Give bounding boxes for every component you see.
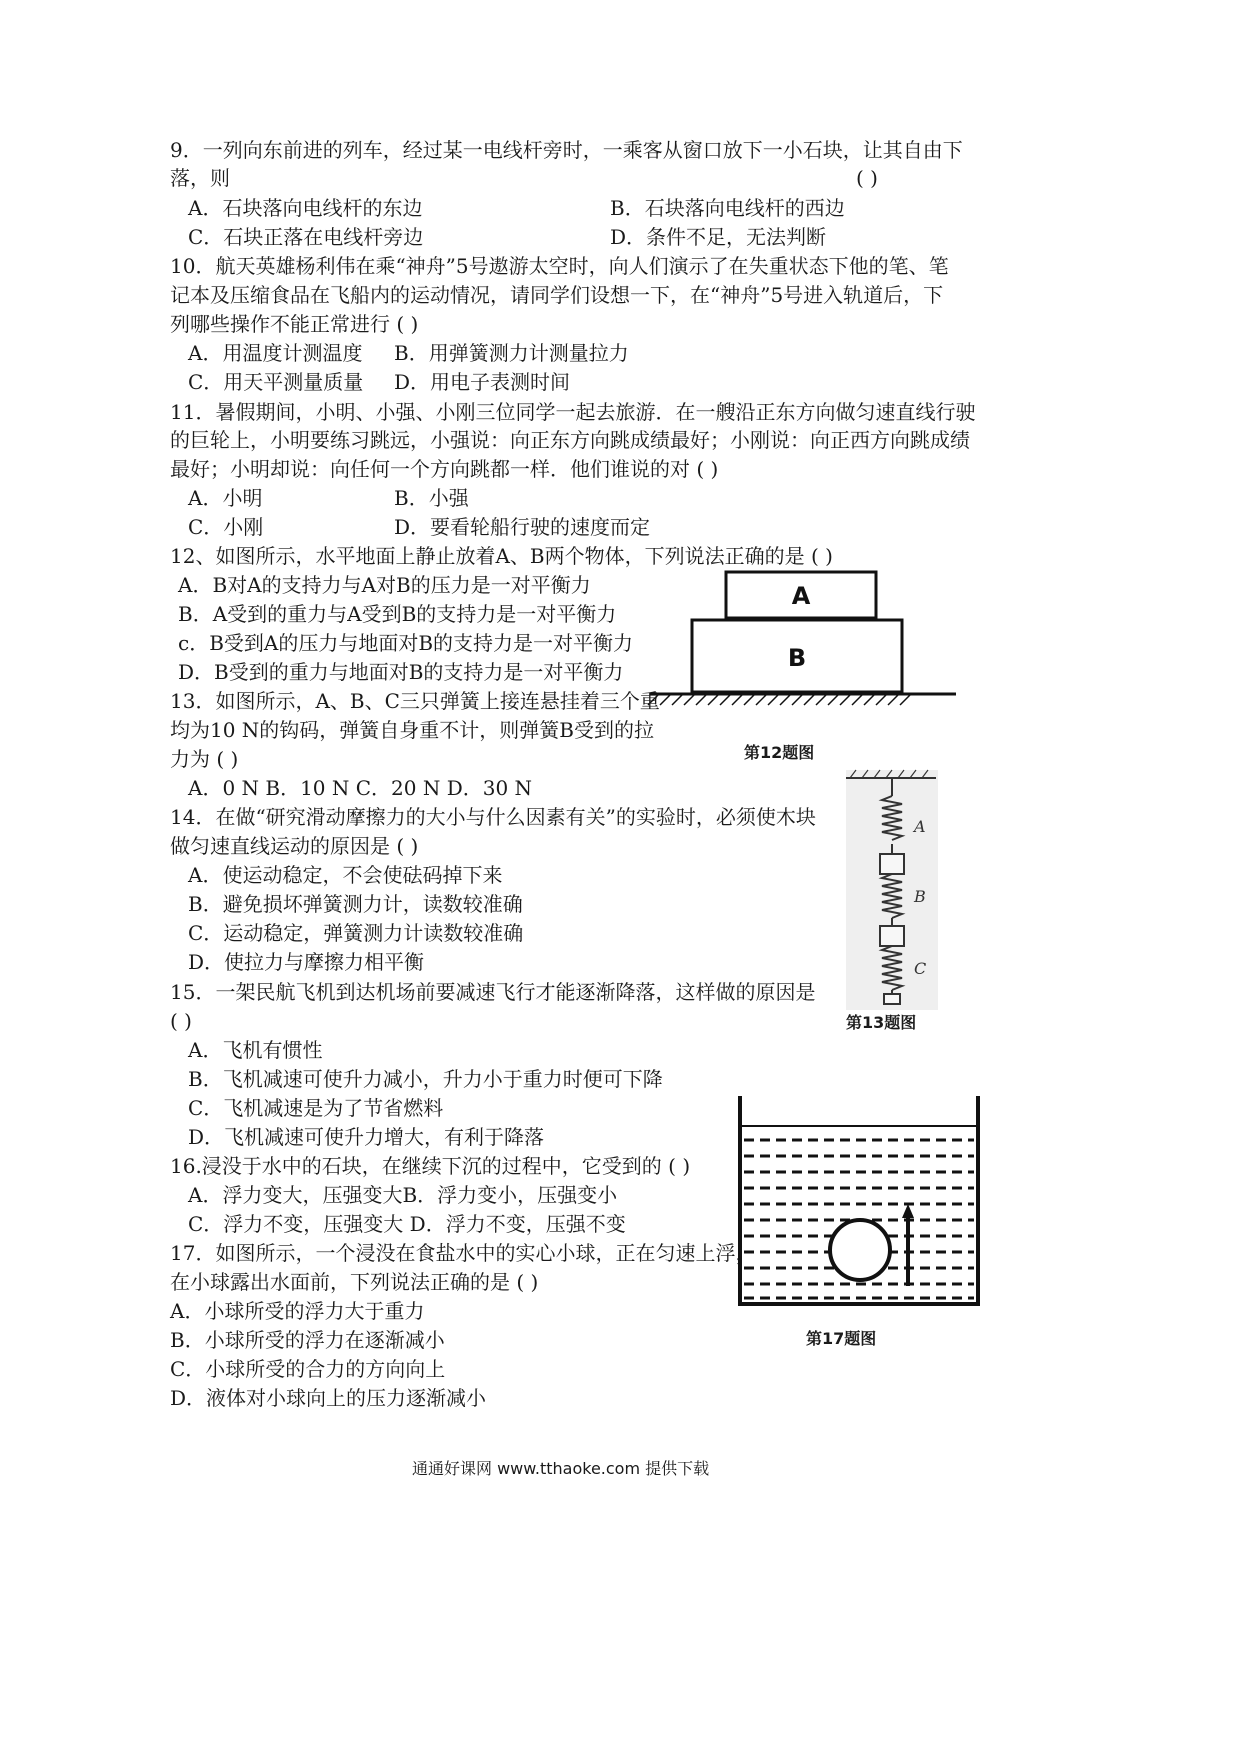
spring-b-label: B — [914, 887, 926, 906]
q16-options-cd: C．浮力不变，压强变大 D．浮力不变，压强不变 — [188, 1212, 626, 1236]
block-a-label: A — [791, 582, 811, 610]
q13-options: A．0 N B．10 N C．20 N D．30 N — [188, 776, 533, 800]
q10-stem-line1: 10．航天英雄杨利伟在乘“神舟”5号遨游太空时，向人们演示了在失重状态下他的笔、笔 — [170, 254, 949, 278]
q16-stem-line1: 16.浸没于水中的石块，在继续下沉的过程中，它受到的 ( ) — [170, 1154, 691, 1178]
upward-arrow-head — [902, 1204, 914, 1218]
q10-option-a: A．用温度计测温度 — [188, 341, 363, 365]
q13-stem-line2: 均为10 N的钩码，弹簧自身重不计，则弹簧B受到的拉 — [170, 718, 655, 742]
block-b-label: B — [787, 644, 807, 672]
q11-option-c: C．小刚 — [188, 515, 264, 539]
spring-c-label: C — [914, 959, 927, 978]
q12-option-a: A．B对A的支持力与A对B的压力是一对平衡力 — [178, 573, 591, 597]
q14-option-c: C．运动稳定，弹簧测力计读数较准确 — [188, 921, 524, 945]
q15-option-c: C．飞机减速是为了节省燃料 — [188, 1096, 444, 1120]
q15-option-d: D．飞机减速可使升力增大，有利于降落 — [188, 1125, 545, 1149]
q10-stem-line3: 列哪些操作不能正常进行 ( ) — [170, 312, 419, 336]
q9-stem-line1: 9．一列向东前进的列车，经过某一电线杆旁时，一乘客从窗口放下一小石块，让其自由下 — [170, 138, 963, 162]
q11-option-d: D．要看轮船行驶的速度而定 — [394, 515, 651, 539]
q10-option-c: C．用天平测量质量 — [188, 370, 364, 394]
q16-options-ab: A．浮力变大，压强变大B．浮力变小，压强变小 — [188, 1183, 618, 1207]
q15-option-b: B．飞机减速可使升力减小，升力小于重力时便可下降 — [188, 1067, 663, 1091]
q17-option-a: A．小球所受的浮力大于重力 — [170, 1299, 425, 1323]
q11-stem-line1: 11．暑假期间，小明、小强、小刚三位同学一起去旅游．在一艘沿正东方向做匀速直线行驶 — [170, 400, 976, 424]
q17-figure-caption: 第17题图 — [806, 1329, 877, 1348]
q12-option-d: D．B受到的重力与地面对B的支持力是一对平衡力 — [178, 660, 624, 684]
q9-answer-bracket: ( ) — [856, 166, 878, 190]
q17-stem-line2: 在小球露出水面前，下列说法正确的是 ( ) — [170, 1270, 539, 1294]
q12-option-c: c．B受到A的压力与地面对B的支持力是一对平衡力 — [178, 631, 634, 655]
q14-stem-line1: 14．在做“研究滑动摩擦力的大小与什么因素有关”的实验时，必须使木块 — [170, 805, 816, 829]
q12-option-b: B．A受到的重力与A受到B的支持力是一对平衡力 — [178, 602, 617, 626]
q10-stem-line2: 记本及压缩食品在飞船内的运动情况，请同学们设想一下，在“神舟”5号进入轨道后，下 — [170, 283, 944, 307]
q14-option-b: B．避免损坏弹簧测力计，读数较准确 — [188, 892, 523, 916]
q17-option-b: B．小球所受的浮力在逐渐减小 — [170, 1328, 445, 1352]
weight-1 — [880, 854, 904, 874]
q13-figure — [840, 770, 940, 1010]
q14-stem-line2: 做匀速直线运动的原因是 ( ) — [170, 834, 419, 858]
ball — [830, 1220, 890, 1280]
q12-figure-caption: 第12题图 — [744, 743, 815, 762]
footer-source: 通通好课网 www.tthaoke.com 提供下载 — [412, 1459, 710, 1478]
q11-stem-line2: 的巨轮上，小明要练习跳远，小强说：向正东方向跳成绩最好；小刚说：向正西方向跳成绩 — [170, 428, 970, 452]
q11-stem-line3: 最好；小明却说：向任何一个方向跳都一样．他们谁说的对 ( ) — [170, 457, 719, 481]
weight-2 — [880, 926, 904, 946]
ground-hatching — [648, 695, 910, 705]
q17-stem-line1: 17．如图所示，一个浸没在食盐水中的实心小球，正在匀速上浮， — [170, 1241, 756, 1265]
q9-option-d: D．条件不足，无法判断 — [610, 225, 827, 249]
q9-stem-line2: 落，则 — [170, 166, 230, 190]
q10-option-b: B．用弹簧测力计测量拉力 — [394, 341, 629, 365]
q13-figure-caption: 第13题图 — [846, 1013, 917, 1032]
q13-stem-line1: 13．如图所示，A、B、C三只弹簧上接连悬挂着三个重 — [170, 689, 660, 713]
q11-option-b: B．小强 — [394, 486, 469, 510]
q15-option-a: A．飞机有惯性 — [188, 1038, 323, 1062]
q9-option-b: B．石块落向电线杆的西边 — [610, 196, 845, 220]
q17-option-c: C．小球所受的合力的方向向上 — [170, 1357, 446, 1381]
q9-option-a: A．石块落向电线杆的东边 — [188, 196, 423, 220]
q9-option-c: C．石块正落在电线杆旁边 — [188, 225, 424, 249]
q11-option-a: A．小明 — [188, 486, 263, 510]
q15-stem-line2: ( ) — [170, 1009, 192, 1033]
q14-option-a: A．使运动稳定，不会使砝码掉下来 — [188, 863, 503, 887]
q13-stem-line3: 力为 ( ) — [170, 747, 239, 771]
weight-3 — [884, 994, 900, 1004]
q10-option-d: D．用电子表测时间 — [394, 370, 571, 394]
spring-a-label: A — [914, 817, 926, 836]
q17-option-d: D．液体对小球向上的压力逐渐减小 — [170, 1386, 487, 1410]
q12-figure — [640, 560, 960, 760]
q14-option-d: D．使拉力与摩擦力相平衡 — [188, 950, 425, 974]
q12-stem-line1: 12、如图所示，水平地面上静止放着A、B两个物体，下列说法正确的是 ( ) — [170, 544, 833, 568]
q17-figure — [730, 1090, 990, 1320]
q15-stem-line1: 15．一架民航飞机到达机场前要减速飞行才能逐渐降落，这样做的原因是 — [170, 980, 816, 1004]
